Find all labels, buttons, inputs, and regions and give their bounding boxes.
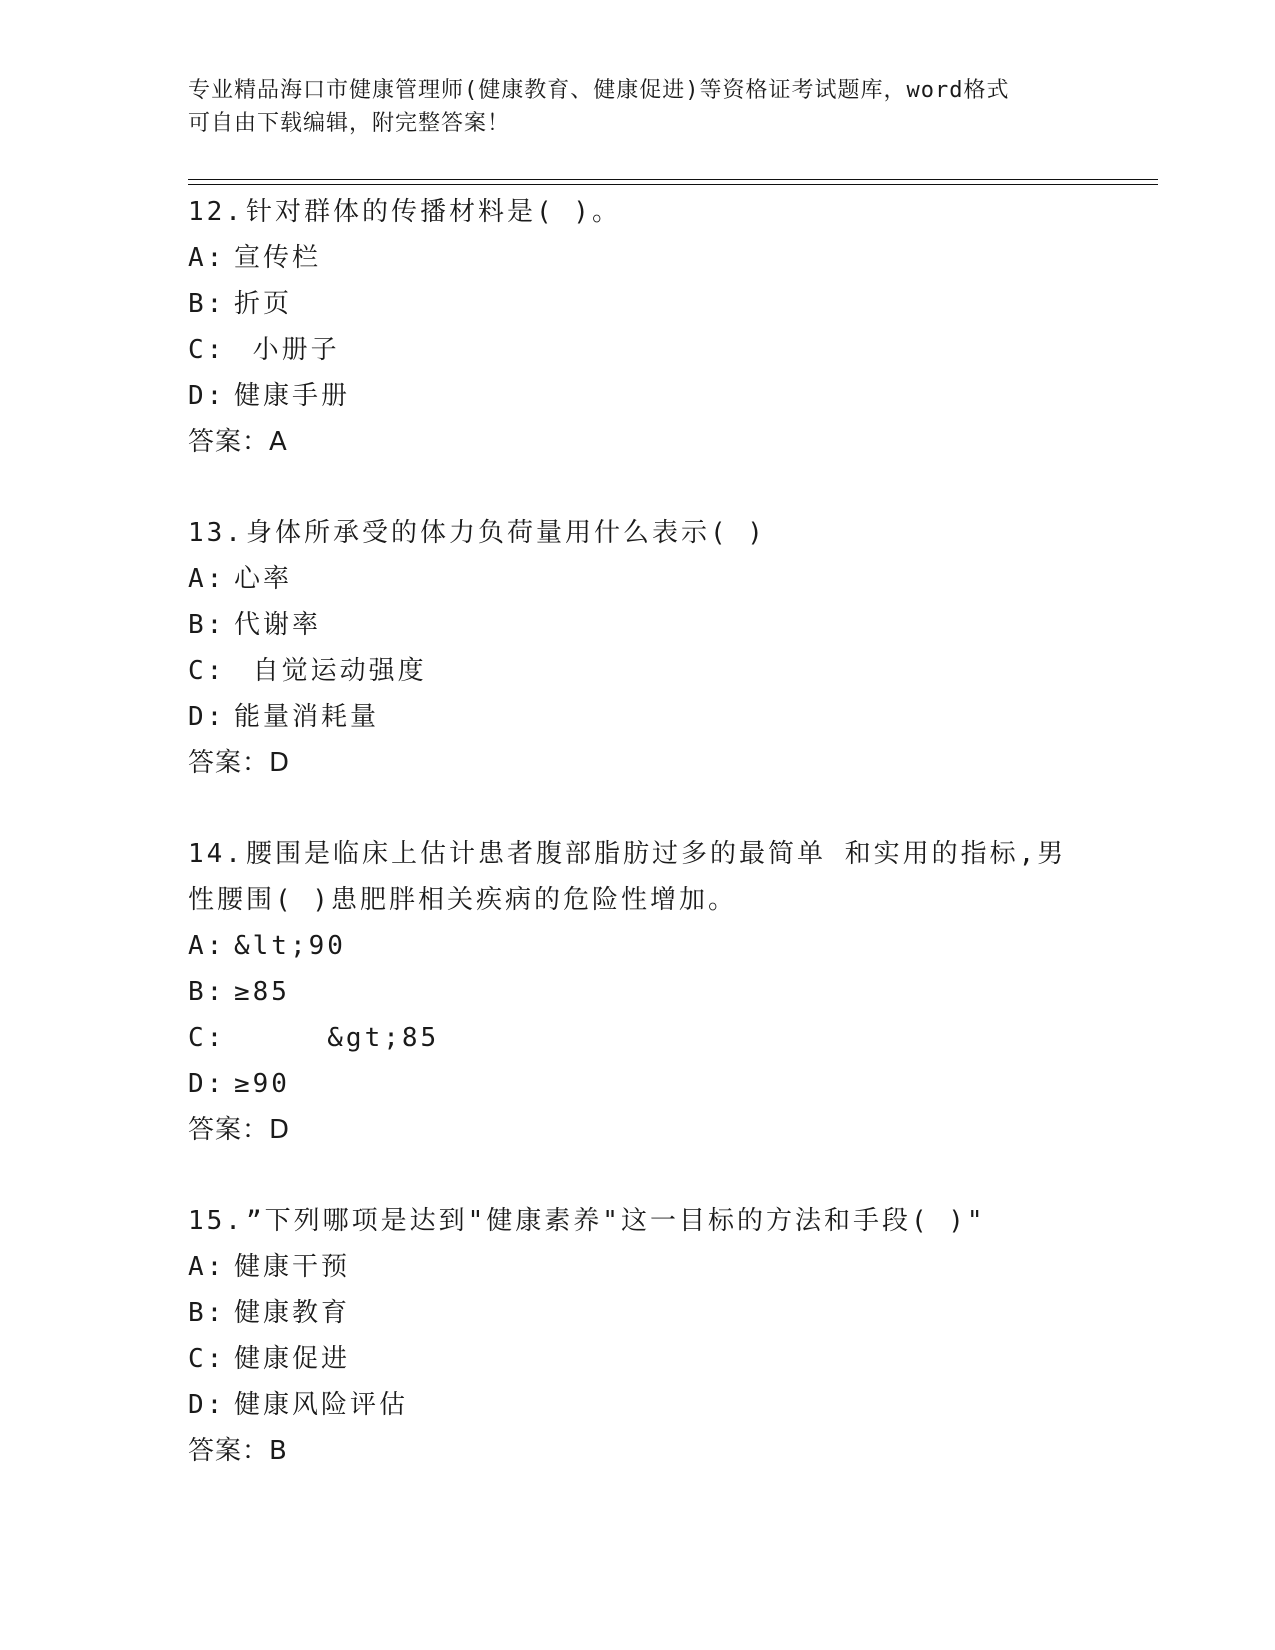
spacer — [188, 786, 1148, 831]
question-number: 15. — [188, 1206, 244, 1236]
option-text: 健康干预 — [234, 1252, 351, 1282]
option-text: 健康手册 — [234, 381, 351, 411]
option-d — [188, 1061, 1148, 1107]
question-list — [188, 189, 1148, 1474]
option-letter: D: — [188, 702, 226, 732]
question-15 — [188, 1198, 1148, 1474]
option-a — [188, 235, 1148, 281]
option-text: 健康教育 — [234, 1298, 351, 1328]
option-a — [188, 923, 1148, 969]
option-letter: B: — [188, 1298, 226, 1328]
option-text: 代谢率 — [234, 610, 322, 640]
document-header — [188, 74, 1088, 140]
question-number: 12. — [188, 197, 244, 227]
spacer — [188, 1153, 1148, 1198]
answer-line: 答案：D — [188, 1115, 291, 1145]
option-letter: C: — [188, 1023, 226, 1053]
option-letter: D: — [188, 381, 226, 411]
question-text: 身体所承受的体力负荷量用什么表示( ) — [246, 518, 766, 548]
option-letter: C: — [188, 335, 226, 365]
header-divider-top — [188, 179, 1158, 180]
option-text: 小册子 — [234, 335, 340, 365]
question-text: 腰围是临床上估计患者腹部脂肪过多的最简单 和实用的指标,男 — [246, 839, 1067, 869]
option-letter: B: — [188, 289, 226, 319]
option-c — [188, 327, 1148, 373]
question-12 — [188, 189, 1148, 465]
answer-line: 答案：A — [188, 427, 288, 457]
option-b — [188, 969, 1148, 1015]
option-d — [188, 694, 1148, 740]
option-letter: B: — [188, 977, 226, 1007]
question-text: ”下列哪项是达到"健康素养"这一目标的方法和手段( )" — [246, 1206, 986, 1236]
question-stem — [188, 510, 1148, 556]
option-d — [188, 1382, 1148, 1428]
option-c — [188, 1336, 1148, 1382]
question-number: 13. — [188, 518, 244, 548]
question-stem — [188, 1198, 1148, 1244]
option-letter: A: — [188, 1252, 226, 1282]
option-letter: C: — [188, 1344, 226, 1374]
option-text: 折页 — [234, 289, 293, 319]
question-number: 14. — [188, 839, 244, 869]
option-letter: C: — [188, 656, 226, 686]
option-text: ≥90 — [234, 1069, 290, 1099]
option-c — [188, 1015, 1148, 1061]
option-text: 宣传栏 — [234, 243, 322, 273]
option-letter: D: — [188, 1069, 226, 1099]
option-text: 自觉运动强度 — [234, 656, 427, 686]
option-letter: A: — [188, 931, 226, 961]
option-text: 能量消耗量 — [234, 702, 380, 732]
option-text: &lt;90 — [234, 931, 346, 961]
question-13 — [188, 510, 1148, 786]
option-a — [188, 1244, 1148, 1290]
option-text: 心率 — [234, 564, 293, 594]
header-line-1: 专业精品海口市健康管理师(健康教育、健康促进)等资格证考试题库，word格式 — [188, 78, 1010, 103]
option-text: 健康风险评估 — [234, 1390, 409, 1420]
question-stem — [188, 189, 1148, 235]
option-d — [188, 373, 1148, 419]
header-divider-bottom — [188, 184, 1158, 185]
option-b — [188, 281, 1148, 327]
option-letter: D: — [188, 1390, 226, 1420]
option-text: ≥85 — [234, 977, 290, 1007]
option-text: 健康促进 — [234, 1344, 351, 1374]
option-letter: B: — [188, 610, 226, 640]
answer-line: 答案：B — [188, 1436, 288, 1466]
option-a — [188, 556, 1148, 602]
question-14 — [188, 831, 1148, 1153]
option-letter: A: — [188, 564, 226, 594]
option-letter: A: — [188, 243, 226, 273]
option-text: &gt;85 — [234, 1023, 440, 1053]
question-text: 针对群体的传播材料是( )。 — [246, 197, 621, 227]
option-b — [188, 1290, 1148, 1336]
option-b — [188, 602, 1148, 648]
question-stem — [188, 831, 1148, 877]
header-line-2: 可自由下载编辑，附完整答案！ — [188, 111, 511, 136]
answer-line: 答案：D — [188, 748, 291, 778]
option-c — [188, 648, 1148, 694]
spacer — [188, 465, 1148, 510]
question-stem-continued: 性腰围( )患肥胖相关疾病的危险性增加。 — [188, 885, 737, 915]
